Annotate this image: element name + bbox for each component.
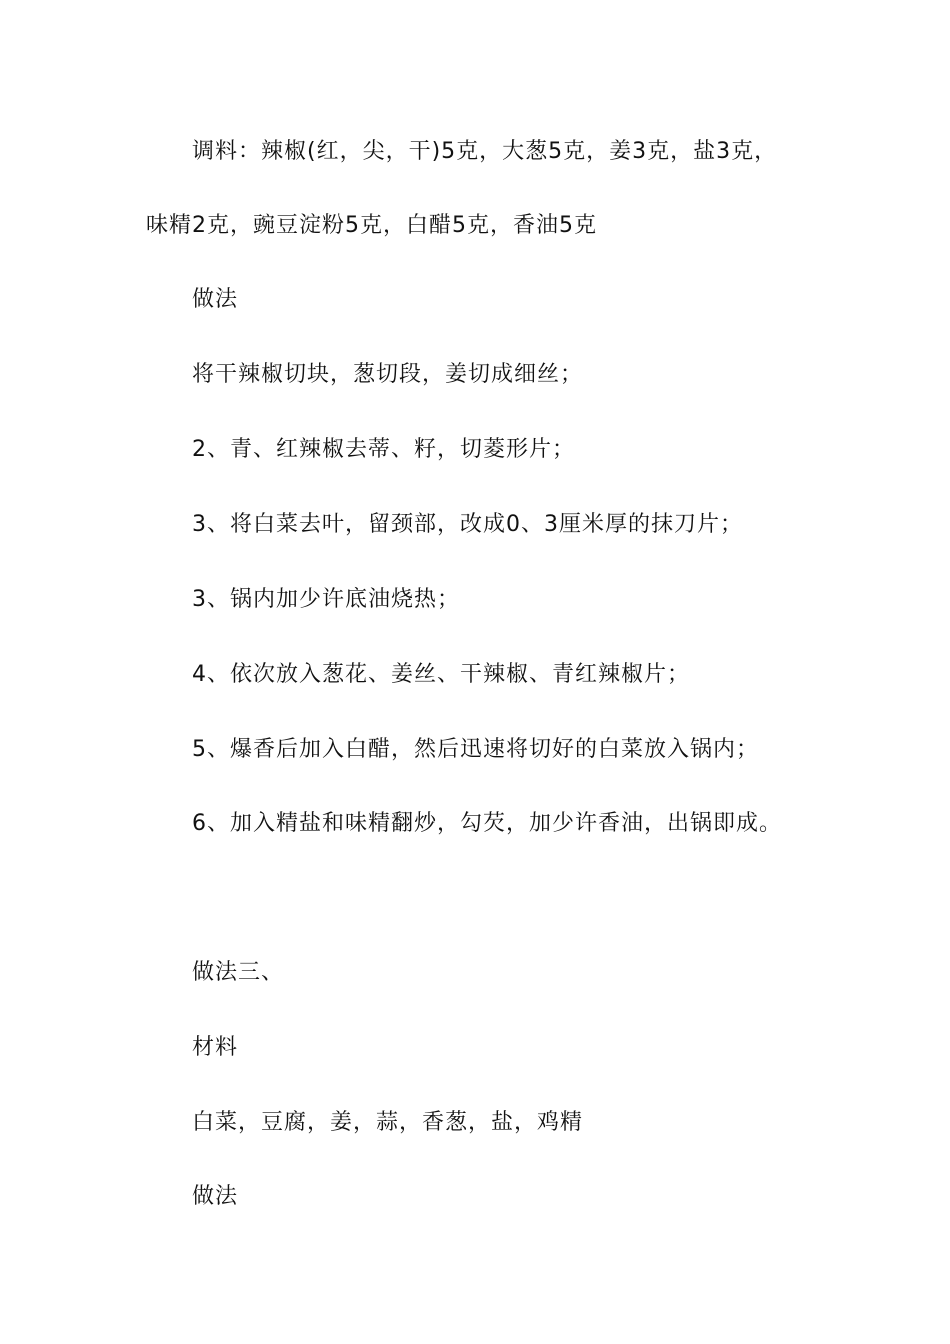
step-line: 3、锅内加少许底油烧热； bbox=[192, 587, 460, 612]
step-line: 将干辣椒切块，葱切段，姜切成细丝； bbox=[192, 362, 584, 387]
seasoning-line-2: 味精2克，豌豆淀粉5克，白醋5克，香油5克 bbox=[146, 213, 597, 238]
ingredients-list: 白菜，豆腐，姜，蒜，香葱，盐，鸡精 bbox=[192, 1110, 584, 1135]
method-heading: 做法 bbox=[192, 287, 239, 312]
ingredients-heading: 材料 bbox=[192, 1035, 239, 1060]
seasoning-line-1: 调料：辣椒(红，尖，干)5克，大葱5克，姜3克，盐3克， bbox=[192, 139, 778, 164]
step-line: 6、加入精盐和味精翻炒，勾芡，加少许香油，出锅即成。 bbox=[192, 811, 782, 836]
step-line: 2、青、红辣椒去蒂、籽，切菱形片； bbox=[192, 437, 575, 462]
step-line: 3、将白菜去叶，留颈部，改成0、3厘米厚的抹刀片； bbox=[192, 512, 743, 537]
method-heading: 做法 bbox=[192, 1184, 239, 1209]
step-line: 4、依次放入葱花、姜丝、干辣椒、青红辣椒片； bbox=[192, 662, 690, 687]
method-three-heading: 做法三、 bbox=[192, 960, 285, 985]
step-line: 5、爆香后加入白醋，然后迅速将切好的白菜放入锅内； bbox=[192, 737, 759, 762]
